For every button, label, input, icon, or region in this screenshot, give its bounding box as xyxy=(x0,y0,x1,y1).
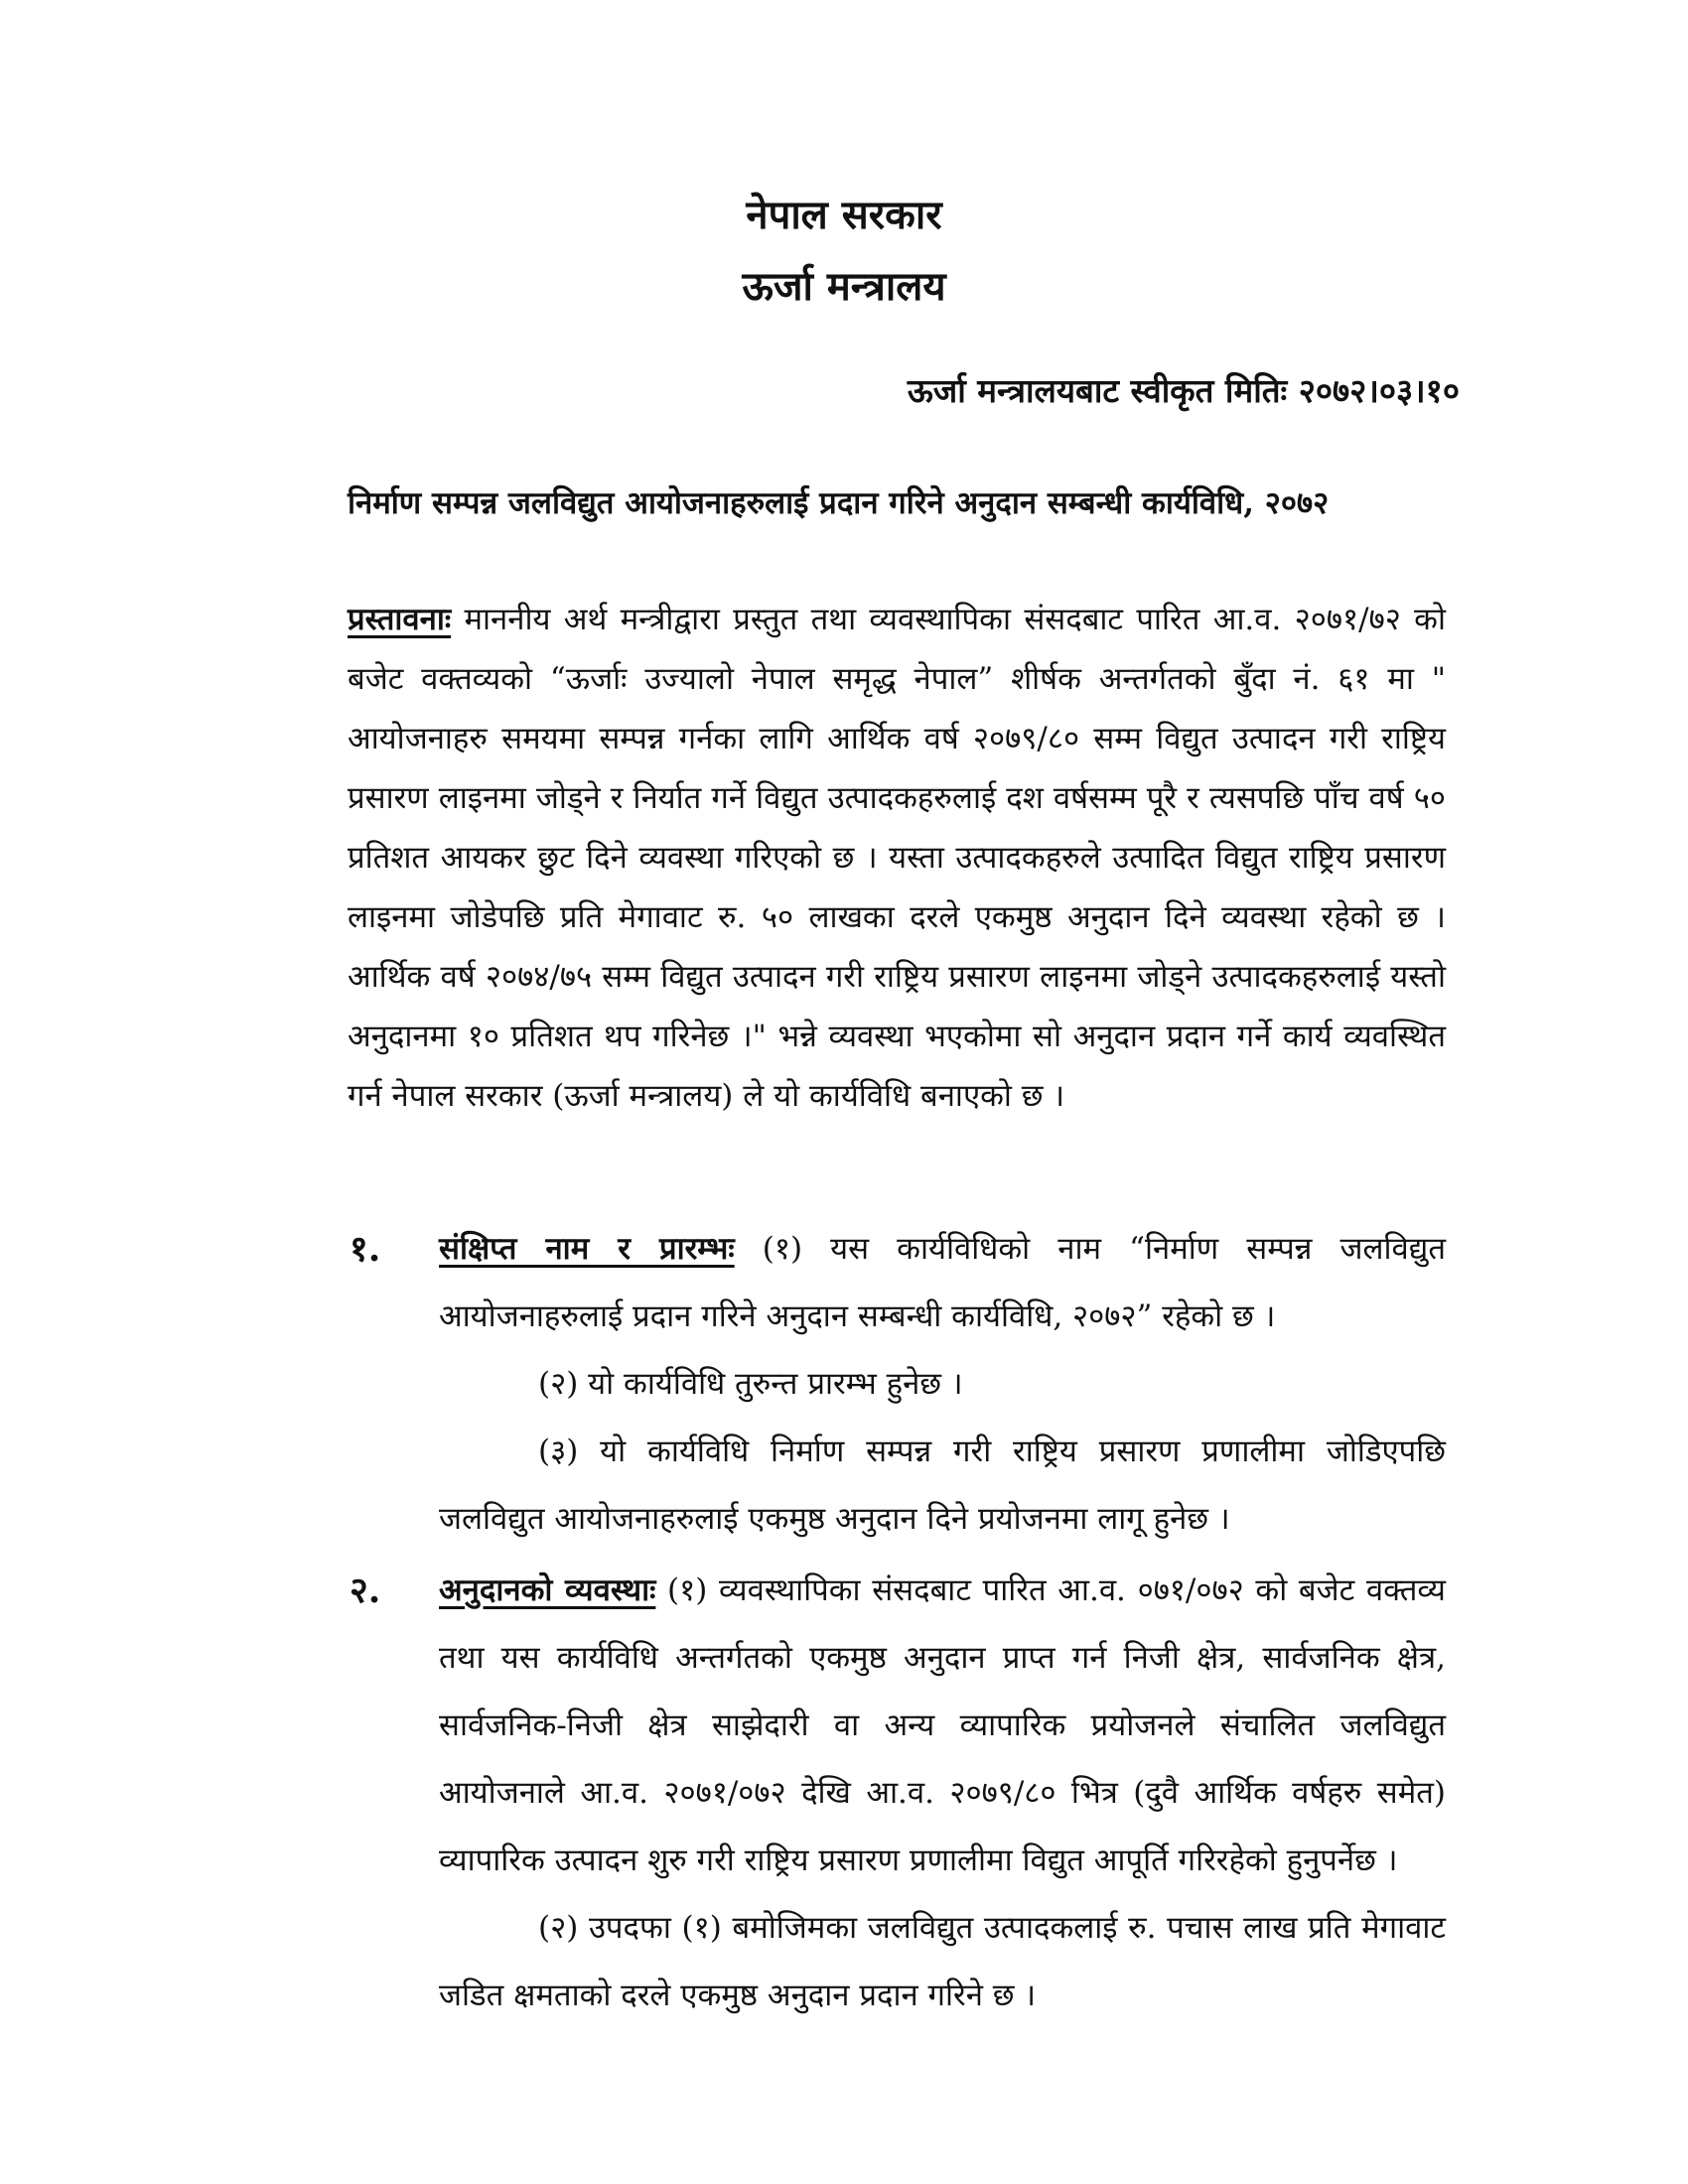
document-title: निर्माण सम्पन्न जलविद्युत आयोजनाहरुलाई प्रदान गरिने अनुदान सम्बन्धी कार्यविधि, २०७२ xyxy=(348,485,1330,521)
section-1-clause-1-text: (१) यस कार्यविधिको नाम “निर्माण सम्पन्न जलविद्युत आयोजनाहरुलाई प्रदान गरिने अनुदान सम्बन्धी कार्यविधि, २०७२” रहेको छ । xyxy=(439,1231,1446,1334)
preamble-paragraph xyxy=(348,590,1446,1126)
approval-date: ऊर्जा मन्त्रालयबाट स्वीकृत मितिः २०७२।०३।१० xyxy=(907,371,1460,410)
section-1-clause-2: (२) यो कार्यविधि तुरुन्त प्रारम्भ हुनेछ । xyxy=(538,1366,963,1402)
ministry-name: ऊर्जा मन्त्रालय xyxy=(742,263,946,310)
preamble-label: प्रस्तावनाः xyxy=(348,602,452,637)
section-2-clause-1 xyxy=(439,1557,1446,1894)
preamble-text: माननीय अर्थ मन्त्रीद्वारा प्रस्तुत तथा व्यवस्थापिका संसदबाट पारित आ.व. २०७१/७२ को बजेट वक्तव्यको “ऊर्जाः उज्यालो नेपाल समृद्ध नेपाल” शीर्षक अन्तर्गतको बुँदा नं. ६१ मा " आयोजनाहरु समयमा सम्पन्न गर्नका लागि आर्थिक वर्ष २०७९/८० सम्म विद्युत उत्पादन गरी राष्ट्रिय प्रसारण लाइनमा जोड्ने र निर्यात गर्ने विद्युत उत्पादकहरुलाई दश वर्षसम्म पूरै र त्यसपछि पाँच वर्ष ५० प्रतिशत आयकर छुट दिने व्यवस्था गरिएको छ । यस्ता उत्पादकहरुले उत्पादित विद्युत राष्ट्रिय प्रसारण लाइनमा जोडेपछि प्रति मेगावाट रु. ५० लाखका दरले एकमुष्ठ अनुदान दिने व्यवस्था रहेको छ । आर्थिक वर्ष २०७४/७५ सम्म विद्युत उत्पादन गरी राष्ट्रिय प्रसारण लाइनमा जोड्ने उत्पादकहरुलाई यस्तो अनुदानमा १० प्रतिशत थप गरिनेछ ।" भन्ने व्यवस्था भएकोमा सो अनुदान प्रदान गर्ने कार्य व्यवस्थित गर्न नेपाल सरकार (ऊर्जा मन्त्रालय) ले यो कार्यविधि बनाएको छ । xyxy=(348,602,1446,1114)
section-1-clause-3: (३) यो कार्यविधि निर्माण सम्पन्न गरी राष्ट्रिय प्रसारण प्रणालीमा जोडिएपछि जलविद्युत आयोजनाहरुलाई एकमुष्ठ अनुदान दिने प्रयोजनमा लागू हुनेछ । xyxy=(439,1433,1446,1537)
section-1-number: १. xyxy=(350,1228,381,1270)
section-2-heading: अनुदानको व्यवस्थाः xyxy=(439,1572,656,1608)
section-2-clause-2: (२) उपदफा (१) बमोजिमका जलविद्युत उत्पादकलाई रु. पचास लाख प्रति मेगावाट जडित क्षमताको दरले एकमुष्ठ अनुदान प्रदान गरिने छ । xyxy=(439,1910,1446,2013)
government-name: नेपाल सरकार xyxy=(746,192,942,238)
section-1-heading: संक्षिप्त नाम र प्रारम्भः xyxy=(439,1231,735,1267)
section-2 xyxy=(439,1557,1446,2029)
section-2-clause-1-text: (१) व्यवस्थापिका संसदबाट पारित आ.व. ०७१/०७२ को बजेट वक्तव्य तथा यस कार्यविधि अन्तर्गतको एकमुष्ठ अनुदान प्राप्त गर्न निजी क्षेत्र, सार्वजनिक क्षेत्र, सार्वजनिक-निजी क्षेत्र साझेदारी वा अन्य व्यापारिक प्रयोजनले संचालित जलविद्युत आयोजनाले आ.व. २०७१/०७२ देखि आ.व. २०७९/८० भित्र (दुवै आर्थिक वर्षहरु समेत) व्यापारिक उत्पादन शुरु गरी राष्ट्रिय प्रसारण प्रणालीमा विद्युत आपूर्ति गरिरहेको हुनुपर्नेछ । xyxy=(439,1572,1446,1878)
section-1-clause-1 xyxy=(439,1215,1446,1350)
section-2-number: २. xyxy=(350,1570,381,1611)
section-1 xyxy=(439,1215,1446,1553)
